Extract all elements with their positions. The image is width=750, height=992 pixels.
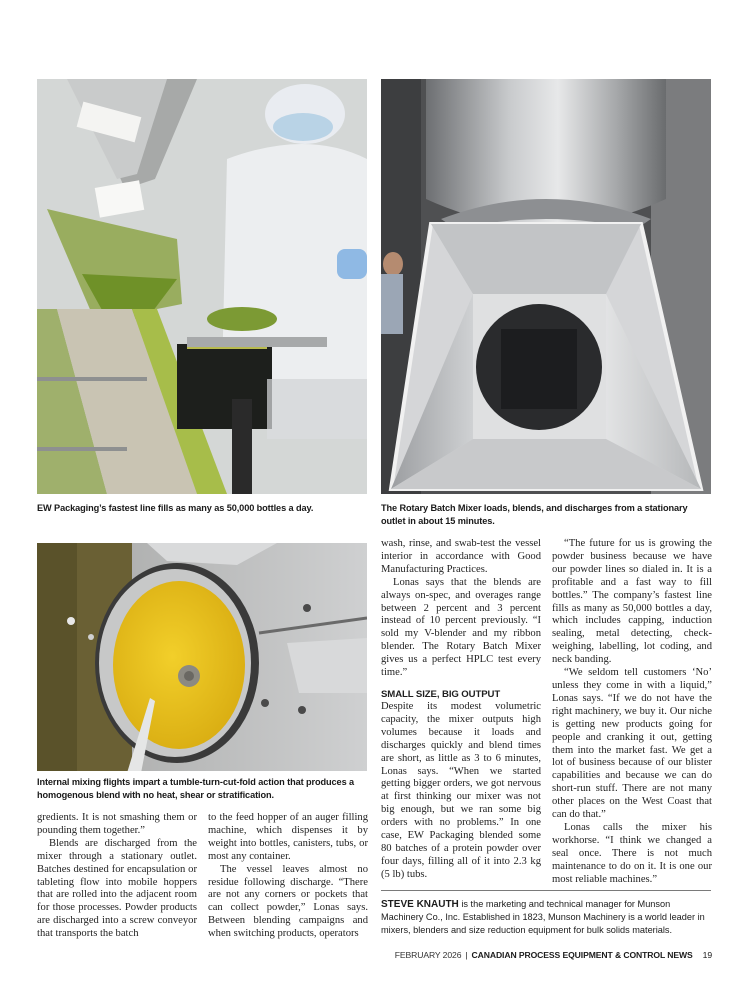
footer-separator: | xyxy=(465,950,468,960)
paragraph: The vessel leaves almost no residue following discharge. “There are not any corners or pockets that can collect powder,” Lonas says. Between blending campaigns and when switching products, operators xyxy=(208,863,368,940)
photo-caption-mixing-flights: Internal mixing flights impart a tumble-turn-cut-fold action that produces a homogenous blend with no heat, shear or stratification. xyxy=(37,777,355,800)
article-column-3 xyxy=(381,538,541,882)
author-bio-text: is the marketing and technical manager for Munson Machinery Co., Inc. Established in 1823, Munson Machinery is a world leader in mixers, blenders and size reduction equipment for bulk solids materials. xyxy=(381,899,705,936)
filling-line-illustration xyxy=(37,79,367,494)
paragraph: “We seldom tell customers ‘No’ unless they come in with a liquid,” Lonas says. “If we do not have the right machinery, we buy it. Our niche is getting new products going for people and cranking it out, getting them into the market fast. We get a lot of business because of our blister capabilities and because we can do short-run stuff. There are not many other places on the West Coast that can do that.” xyxy=(552,667,712,821)
bio-divider xyxy=(381,890,711,891)
page-number: 19 xyxy=(702,950,712,960)
section-subhead: SMALL SIZE, BIG OUTPUT xyxy=(381,688,501,700)
author-bio xyxy=(381,898,713,938)
paragraph: gredients. It is not smashing them or pounding them together.” xyxy=(37,812,197,836)
paragraph: Despite its modest volumetric capacity, the mixer outputs high volumes because it loads and discharges quickly and blend times are short, as little as 3 to 6 minutes, Lonas says. “When we started getting bigger orders, we got nervous at first thinking our mixer was not big enough, but we ran some big orders with no problems.” In one case, EW Packaging blended some 80 batches of a protein powder over four days, filling all of it into 2.3 kg (5 lb) tubs. xyxy=(381,700,541,880)
page-footer xyxy=(395,950,712,960)
paragraph: to the feed hopper of an auger filling machine, which dispenses it by weight into bottles, canisters, tubs, or most any container. xyxy=(208,812,368,862)
mixing-flights-photo xyxy=(37,543,367,771)
rotary-mixer-illustration xyxy=(381,79,711,494)
article-column-1 xyxy=(37,812,197,941)
paragraph: wash, rinse, and swab-test the vessel interior in accordance with Good Manufacturing Practices. xyxy=(381,538,541,575)
issue-date: FEBRUARY 2026 xyxy=(394,950,462,960)
photo-caption-rotary-mixer: The Rotary Batch Mixer loads, blends, and discharges from a stationary outlet in about 15 minutes. xyxy=(381,503,688,526)
paragraph: Lonas says that the blends are always on-spec, and overages range between 2 percent and 3 percent instead of 10 percent previously. “I sold my V-blender and my ribbon blender. The Rotary Batch Mixer gives us a perfect HPLC test every time.” xyxy=(381,576,541,679)
photo-caption-filling-line: EW Packaging’s fastest line fills as many as 50,000 bottles a day. xyxy=(37,503,314,513)
author-name: STEVE KNAUTH xyxy=(381,899,459,910)
paragraph: Blends are discharged from the mixer through a stationary outlet. Batches destined for encapsulation or tableting flow into mobile hoppers that are rolled into the adjacent room for those processes. Powder products are discharged into a screw conveyor that transports the batch xyxy=(37,837,197,940)
article-column-2 xyxy=(208,812,368,941)
paragraph: Lonas calls the mixer his workhorse. “I think we changed a seal once. There is not much maintenance to do on it. It is one our most reliable machines.” xyxy=(552,821,712,885)
filling-line-photo xyxy=(37,79,367,494)
mixing-flights-illustration xyxy=(37,543,367,771)
paragraph: “The future for us is growing the powder business because we have our powder lines so dialed in. It is a profitable and a fast way to fill bottles.” The company’s fastest line fills as many as 50,000 bottles a day, which includes capping, induction sealing, metal detecting, check-weighing, labelling, lot coding, and neck banding. xyxy=(552,538,712,666)
article-column-4 xyxy=(552,538,712,886)
rotary-mixer-photo xyxy=(381,79,711,494)
publication-name: CANADIAN PROCESS EQUIPMENT & CONTROL NEWS xyxy=(471,950,693,960)
